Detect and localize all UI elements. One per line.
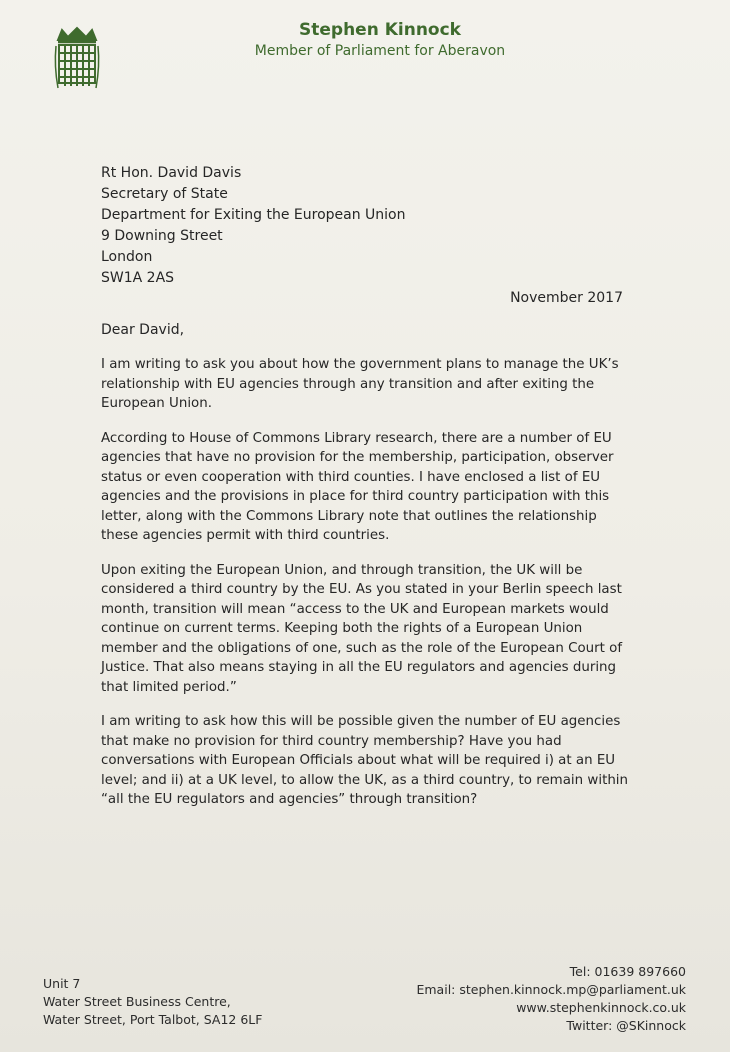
recipient-line: Secretary of State	[101, 186, 228, 202]
office-address	[43, 975, 262, 1029]
mp-name: Stephen Kinnock	[299, 20, 461, 40]
office-address-line: Water Street, Port Talbot, SA12 6LF	[43, 1012, 263, 1027]
recipient-line: 9 Downing Street	[101, 228, 223, 244]
website-row	[416, 999, 686, 1017]
office-address-line: Water Street Business Centre,	[43, 994, 231, 1009]
phone-row	[416, 963, 686, 981]
twitter-row	[416, 1017, 686, 1035]
body-paragraph: Upon exiting the European Union, and through transition, the UK will be considered a third country by the EU. As you stated in your Berlin speech last month, transition will mean “access to the UK and European markets would continue on current terms. Keeping both the rights of a European Union member and the obligations of one, such as the role of the European Court of Justice. That also means staying in all the EU regulators and agencies during that limited period.”	[101, 562, 623, 695]
email-link[interactable]: stephen.kinnock.mp@parliament.uk	[459, 982, 686, 997]
phone-label: Tel:	[569, 964, 591, 979]
email-label: Email:	[416, 982, 456, 997]
body-paragraph: I am writing to ask how this will be possible given the number of EU agencies that make no provision for third country membership? Have you had conversations with European Officials about what will be required i) at an EU level; and ii) at a UK level, to allow the UK, as a third country, to remain within “all the EU regulators and agencies” through transition?	[101, 714, 629, 807]
twitter-handle[interactable]: @SKinnock	[616, 1018, 686, 1033]
body-paragraph: According to House of Commons Library research, there are a number of EU agencies that have no provision for the membership, participation, observer status or even cooperation with third counties. I have enclosed a list of EU agencies and the provisions in place for third country participation with this letter, along with the Commons Library note that outlines the relationship these agencies permit with third countries.	[101, 430, 614, 543]
recipient-line: London	[101, 249, 153, 265]
website-link[interactable]: www.stephenkinnock.co.uk	[516, 1000, 686, 1015]
letter-body	[101, 355, 631, 825]
recipient-line: Department for Exiting the European Union	[101, 207, 406, 223]
recipient-address	[101, 163, 406, 289]
twitter-label: Twitter:	[566, 1018, 613, 1033]
body-paragraph: I am writing to ask you about how the government plans to manage the UK’s relationship with EU agencies through any transition and after exiting the European Union.	[101, 357, 619, 411]
letter-date: November 2017	[510, 290, 623, 306]
office-address-line: Unit 7	[43, 976, 81, 991]
recipient-line: SW1A 2AS	[101, 270, 175, 286]
mp-constituency: Member of Parliament for Aberavon	[254, 43, 506, 59]
phone-number[interactable]: 01639 897660	[594, 964, 686, 979]
recipient-line: Rt Hon. David Davis	[101, 165, 242, 181]
email-row	[416, 981, 686, 999]
salutation: Dear David,	[101, 322, 185, 338]
contact-details	[416, 963, 686, 1035]
